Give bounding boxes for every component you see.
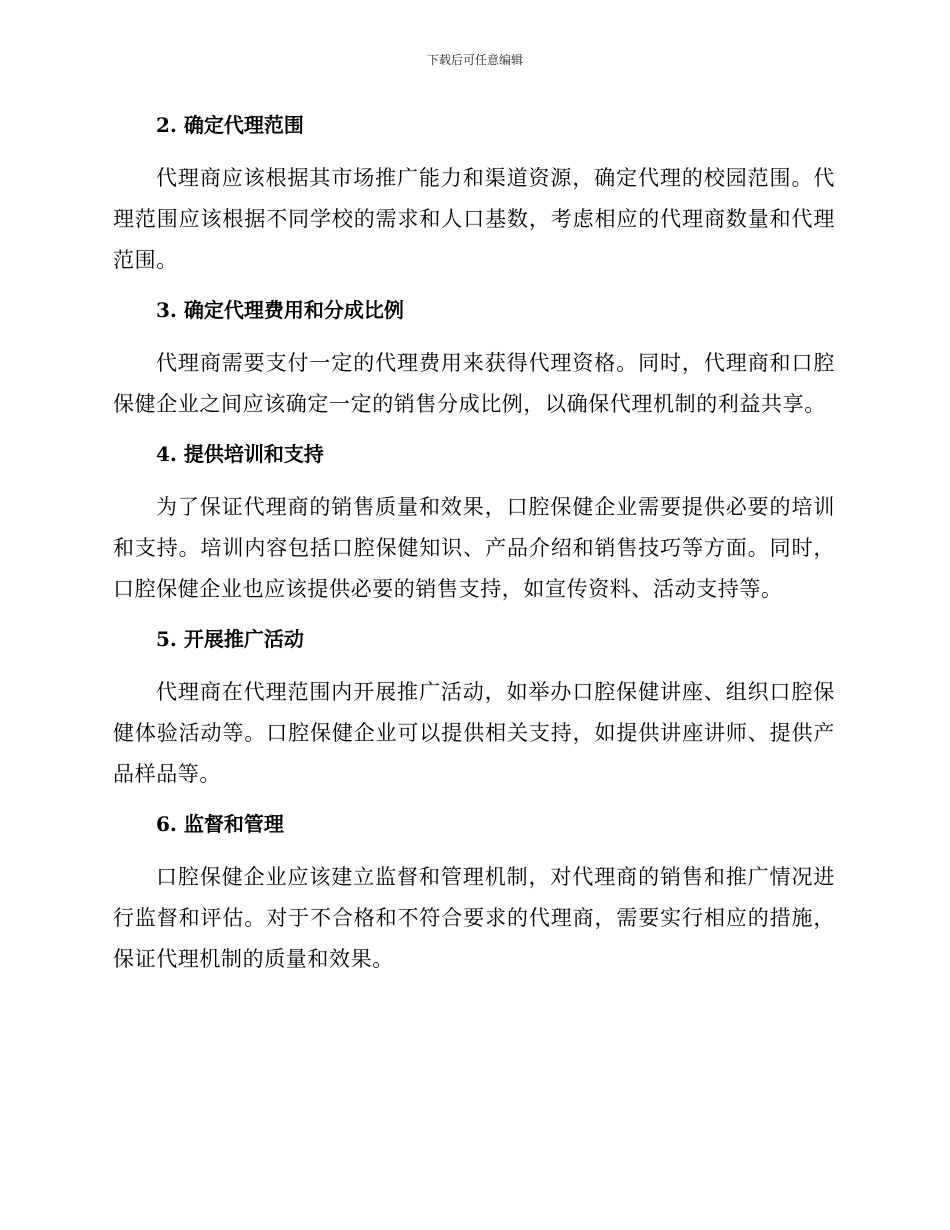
section-heading: 6. 监督和管理 <box>156 812 284 836</box>
section-paragraph: 代理商应该根据其市场推广能力和渠道资源，确定代理的校园范围。代理范围应该根据不同学校的需求和人口基数，考虑相应的代理商数量和代理范围。 <box>113 166 835 272</box>
section-heading: 5. 开展推广活动 <box>156 627 304 651</box>
section-heading: 4. 提供培训和支持 <box>156 442 324 466</box>
section-paragraph: 口腔保健企业应该建立监督和管理机制，对代理商的销售和推广情况进行监督和评估。对于不合格和不符合要求的代理商，需要实行相应的措施，保证代理机制的质量和效果。 <box>113 865 835 971</box>
section-heading: 2. 确定代理范围 <box>156 113 304 137</box>
section-paragraph: 代理商需要支付一定的代理费用来获得代理资格。同时，代理商和口腔保健企业之间应该确定一定的销售分成比例，以确保代理机制的利益共享。 <box>113 351 835 416</box>
section-fees-and-share <box>113 295 835 425</box>
section-promotion <box>113 624 835 795</box>
page-header-note: 下载后可任意编辑 <box>426 53 523 67</box>
section-agency-scope <box>113 110 835 281</box>
section-paragraph: 为了保证代理商的销售质量和效果，口腔保健企业需要提供必要的培训和支持。培训内容包括口腔保健知识、产品介绍和销售技巧等方面。同时，口腔保健企业也应该提供必要的销售支持，如宣传资料、活动支持等。 <box>113 495 835 601</box>
section-paragraph: 代理商在代理范围内开展推广活动，如举办口腔保健讲座、组织口腔保健体验活动等。口腔保健企业可以提供相关支持，如提供讲座讲师、提供产品样品等。 <box>113 680 835 786</box>
section-supervision <box>113 809 835 980</box>
section-heading: 3. 确定代理费用和分成比例 <box>156 298 404 322</box>
section-training-support <box>113 439 835 610</box>
document-body <box>113 110 835 994</box>
